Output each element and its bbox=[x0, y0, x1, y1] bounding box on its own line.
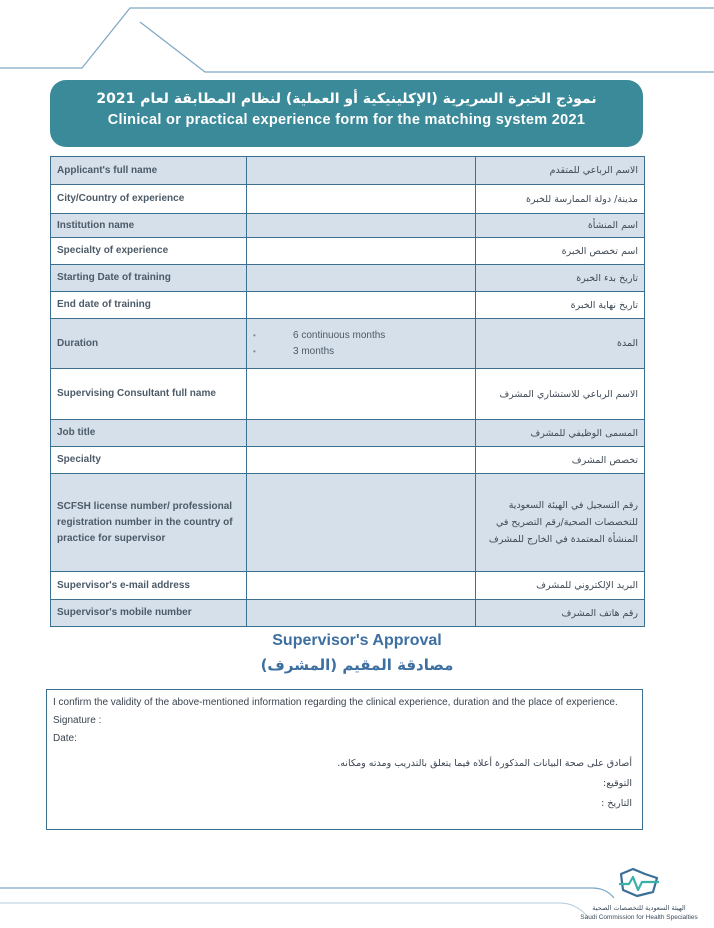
field-label-english: Job title bbox=[51, 420, 247, 447]
field-value-cell[interactable] bbox=[247, 292, 476, 319]
form-row bbox=[51, 319, 645, 369]
form-row bbox=[51, 185, 645, 214]
field-label-arabic: رقم هاتف المشرف bbox=[476, 600, 645, 627]
date-field-arabic[interactable]: التاريخ : bbox=[601, 798, 632, 809]
field-value-cell[interactable] bbox=[247, 369, 476, 420]
field-value-cell[interactable] bbox=[247, 600, 476, 627]
field-label-english: Specialty bbox=[51, 447, 247, 474]
form-title-banner bbox=[50, 80, 643, 147]
bullet-icon: • bbox=[253, 331, 256, 340]
field-label-arabic: تاريخ بدء الخبرة bbox=[476, 265, 645, 292]
field-value-cell[interactable] bbox=[247, 238, 476, 265]
form-row bbox=[51, 600, 645, 627]
form-row bbox=[51, 265, 645, 292]
field-label-english: Specialty of experience bbox=[51, 238, 247, 265]
field-label-arabic: اسم المنشأة bbox=[476, 214, 645, 238]
field-label-english: Starting Date of training bbox=[51, 265, 247, 292]
field-label-english: Supervising Consultant full name bbox=[51, 369, 247, 420]
field-value-cell[interactable] bbox=[247, 474, 476, 572]
form-title-english: Clinical or practical experience form for the matching system 2021 bbox=[107, 112, 586, 128]
field-label-arabic: المدة bbox=[476, 319, 645, 369]
date-field-english[interactable]: Date: bbox=[53, 733, 77, 744]
confirmation-statement-english: I confirm the validity of the above-mentioned information regarding the clinical experience, duration and the place of experience. bbox=[53, 697, 618, 708]
field-value-cell[interactable] bbox=[247, 319, 476, 369]
field-value-cell[interactable] bbox=[247, 420, 476, 447]
field-label-arabic: البريد الإلكتروني للمشرف bbox=[476, 572, 645, 600]
form-row bbox=[51, 157, 645, 185]
field-label-arabic: تاريخ نهاية الخبرة bbox=[476, 292, 645, 319]
field-value-cell[interactable] bbox=[247, 447, 476, 474]
form-row bbox=[51, 292, 645, 319]
field-value-cell[interactable] bbox=[247, 572, 476, 600]
field-label-english: Applicant's full name bbox=[51, 157, 247, 185]
form-row bbox=[51, 214, 645, 238]
confirmation-box bbox=[46, 689, 643, 830]
scfhs-emblem-icon bbox=[613, 866, 665, 900]
form-row bbox=[51, 572, 645, 600]
field-label-english: Institution name bbox=[51, 214, 247, 238]
field-value-cell[interactable] bbox=[247, 214, 476, 238]
field-label-arabic: رقم التسجيل في الهيئة السعودية للتخصصات الصحية/رقم التصريح في المنشأة المعتمدة في الخارج للمشرف bbox=[476, 474, 645, 572]
field-value-cell[interactable] bbox=[247, 185, 476, 214]
field-label-arabic: اسم تخصص الخبرة bbox=[476, 238, 645, 265]
confirmation-statement-arabic: أصادق على صحة البيانات المذكورة أعلاه فيما يتعلق بالتدريب ومدته ومكانه. bbox=[337, 758, 632, 769]
field-label-english: End date of training bbox=[51, 292, 247, 319]
field-label-arabic: المسمى الوظيفي للمشرف bbox=[476, 420, 645, 447]
approval-title-english: Supervisor's Approval bbox=[272, 632, 442, 649]
signature-field-english[interactable]: Signature : bbox=[53, 715, 102, 726]
form-row bbox=[51, 238, 645, 265]
duration-option[interactable] bbox=[253, 328, 469, 344]
experience-form-table bbox=[50, 156, 645, 627]
field-label-english: Duration bbox=[51, 319, 247, 369]
scfhs-logo bbox=[568, 866, 710, 928]
form-title-arabic: نموذج الخبرة السريرية (الإكلينيكية أو العملية) لنظام المطابقة لعام 2021 bbox=[96, 91, 597, 107]
field-label-english: SCFSH license number/ professional registration number in the country of practice for supervisor bbox=[51, 474, 247, 572]
form-row bbox=[51, 474, 645, 572]
logo-name-arabic: الهيئة السعودية للتخصصات الصحية bbox=[592, 904, 686, 912]
field-label-arabic: الاسم الرباعي للاستشاري المشرف bbox=[476, 369, 645, 420]
bullet-icon: • bbox=[253, 347, 256, 356]
field-label-english: Supervisor's mobile number bbox=[51, 600, 247, 627]
duration-option[interactable] bbox=[253, 344, 469, 360]
duration-option-label: 6 continuous months bbox=[293, 330, 386, 341]
logo-name-english: Saudi Commission for Health Specialties bbox=[580, 914, 698, 921]
form-row bbox=[51, 420, 645, 447]
field-value-cell[interactable] bbox=[247, 265, 476, 292]
field-label-arabic: الاسم الرباعي للمتقدم bbox=[476, 157, 645, 185]
field-value-cell[interactable] bbox=[247, 157, 476, 185]
field-label-english: City/Country of experience bbox=[51, 185, 247, 214]
field-label-english: Supervisor's e-mail address bbox=[51, 572, 247, 600]
field-label-arabic: مدينة/ دولة الممارسة للخبرة bbox=[476, 185, 645, 214]
duration-option-label: 3 months bbox=[293, 346, 335, 357]
approval-title-arabic: مصادقة المقيم (المشرف) bbox=[260, 656, 454, 674]
form-row bbox=[51, 369, 645, 420]
signature-field-arabic[interactable]: التوقيع: bbox=[603, 778, 632, 789]
form-row bbox=[51, 447, 645, 474]
field-label-arabic: تخصص المشرف bbox=[476, 447, 645, 474]
